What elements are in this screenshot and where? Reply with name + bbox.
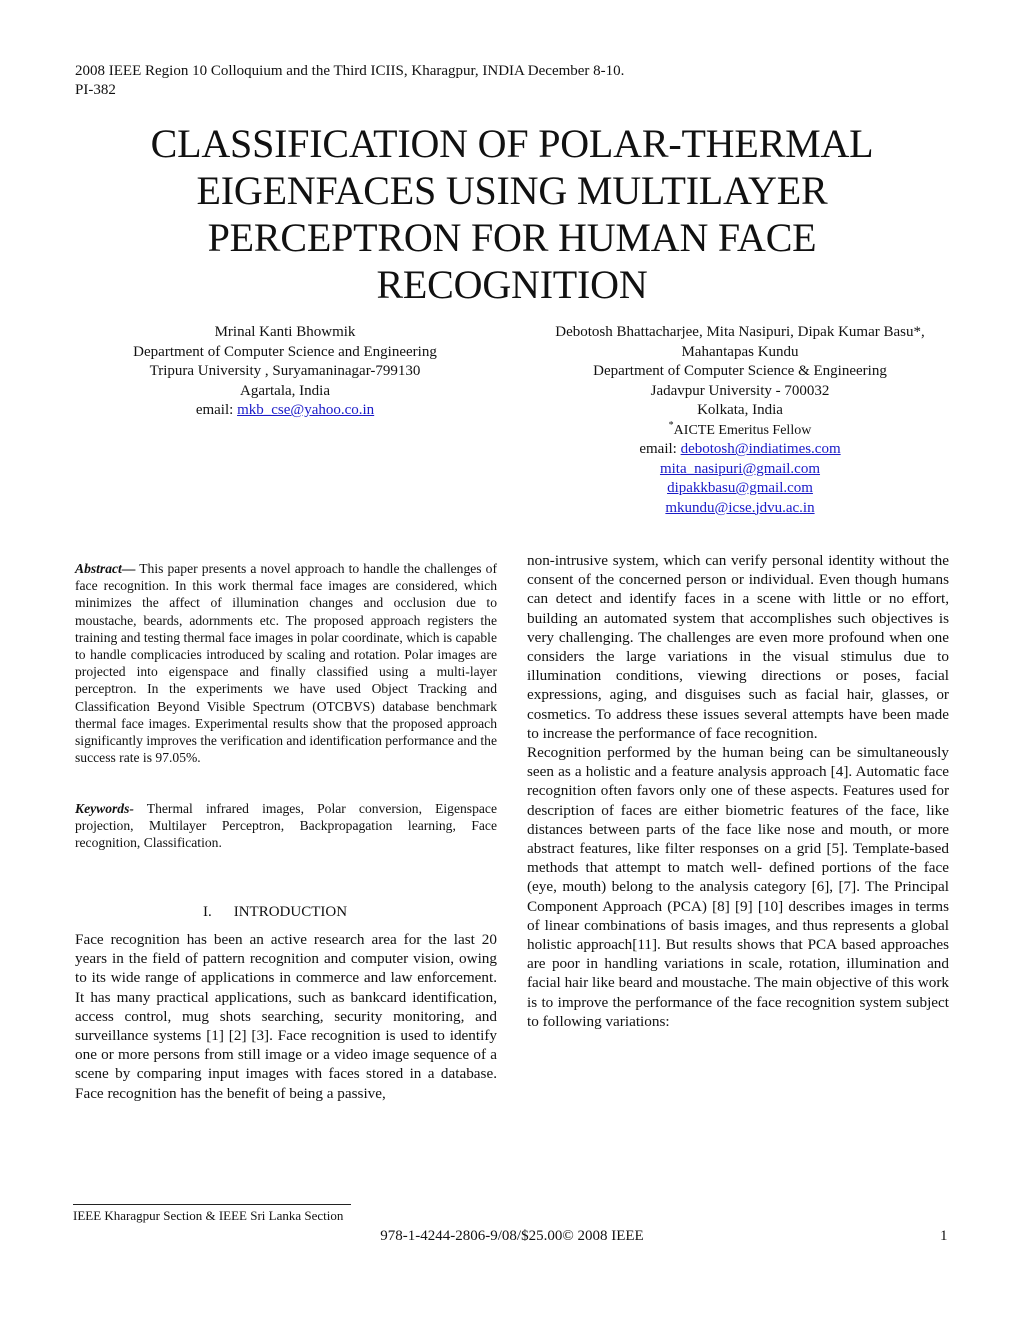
paper-title: [60, 120, 964, 308]
section-title: INTRODUCTION: [233, 904, 348, 920]
title-line: PERCEPTRON FOR HUMAN FACE: [207, 215, 817, 260]
email-link[interactable]: mita_nasipuri@gmail.com: [659, 460, 821, 477]
email-link[interactable]: mkb_cse@yahoo.co.in: [237, 402, 375, 418]
title-line: CLASSIFICATION OF POLAR-THERMAL: [150, 121, 874, 166]
copyright-line: 978-1-4244-2806-9/08/$25.00© 2008 IEEE: [380, 1228, 644, 1244]
author-department: Department of Computer Science & Engineering: [593, 363, 887, 379]
author-university: Tripura University , Suryamaninagar-799130: [149, 363, 421, 379]
title-line: RECOGNITION: [376, 262, 648, 307]
author-email-line: [515, 499, 965, 519]
section-number: I.: [202, 904, 212, 920]
keywords-label: Keywords-: [75, 801, 134, 816]
author-names: Mahantapas Kundu: [681, 343, 799, 360]
email-link[interactable]: dipakkbasu@gmail.com: [667, 480, 813, 496]
fellow-text: AICTE Emeritus Fellow: [673, 422, 812, 438]
keywords: [75, 800, 497, 852]
author-block-left: [75, 323, 495, 421]
right-column-text: [527, 551, 949, 1031]
paper-id: PI-382: [75, 82, 116, 98]
author-name: Mrinal Kanti Bhowmik: [214, 324, 356, 340]
title-line: EIGENFACES USING MULTILAYER: [196, 168, 828, 213]
body-paragraph: Recognition performed by the human being can be simultaneously seen as a holistic and a feature analysis approach [4]. Automatic face recognition often favors only one of these aspects. Features used for description of faces are either biometric features of the face, like distances between parts of the face like nose and mouth, or more abstract features, like filter responses on a grid [5]. Template-based methods that attempt to match well- defined portions of the face (eye, mouth) belong to the analysis category [6], [7]. The Principal Component Approach (PCA) [8] [9] [10] describes images in terms of linear combinations of basis images, and thus represents a global holistic approach[11]. But results shows that PCA based approaches are poor in handling variations in scale, rotation, illumination and facial hair like beard and moustache. The main objective of this work is to improve the performance of the face recognition system subject to following variations:: [527, 744, 949, 1030]
email-link[interactable]: mkundu@icse.jdvu.ac.in: [665, 499, 815, 516]
abstract-text: This paper presents a novel approach to handle the challenges of face recognition. In this work thermal face images are considered, which minimizes the affect of illumination changes and occlusion due to moustache, beards, adornments etc. The proposed approach registers the training and testing thermal face images in polar coordinate, which is capable to handle complicacies introduced by scaling and rotation. Polar images are projected into eigenspace and finally classified using a multi-layer perceptron. In the experiments we have used Object Tracking and Classification Beyond Visible Spectrum (OTCBVS) database benchmark thermal face images. Experimental results show that the proposed approach significantly improves the verification and identification performance and the success rate is 97.05%.: [75, 561, 498, 766]
section-heading: [75, 903, 497, 922]
email-link[interactable]: debotosh@indiatimes.com: [680, 441, 841, 457]
conference-header: [75, 62, 624, 100]
fellow-note: [515, 421, 965, 441]
author-city: Kolkata, India: [697, 402, 783, 418]
author-names: Debotosh Bhattacharjee, Mita Nasipuri, Dipak Kumar Basu*,: [555, 324, 925, 340]
fellow-mark: *: [668, 419, 674, 431]
author-email-line: [515, 440, 965, 460]
footnote-divider: [73, 1204, 351, 1205]
footnote: IEEE Kharagpur Section & IEEE Sri Lanka Section: [73, 1208, 344, 1223]
page-number: 1: [940, 1228, 948, 1244]
author-email-line: [75, 401, 495, 421]
author-city: Agartala, India: [240, 382, 330, 399]
author-department: Department of Computer Science and Engineering: [133, 343, 437, 360]
abstract-label: Abstract—: [75, 561, 136, 576]
author-email-line: [515, 460, 965, 480]
email-label: email:: [195, 402, 238, 418]
introduction-paragraph: Face recognition has been an active research area for the last 20 years in the field of pattern recognition and computer vision, owing to its wide range of applications in commerce and law enforcement. It has many practical applications, such as bankcard identification, access control, mug shots searching, security monitoring, and surveillance systems [1] [2] [3]. Face recognition is used to identify one or more persons from still image or a video image sequence of a scene by comparing input images with faces stored in a database. Face recognition has the benefit of being a passive,: [75, 931, 497, 1102]
author-email-line: [515, 479, 965, 499]
body-paragraph: non-intrusive system, which can verify personal identity without the consent of the concerned person or individual. Even though humans can detect and identify faces in a scene with little or no effort, building an automated system that accomplishes such objectives is very challenging. The challenges are even more profound when one considers the large variations in the visual stimulus due to illumination conditions, viewing directions or poses, facial expressions, aging, and disguises such as facial hair, glasses, or cosmetics. To address these issues several attempts have been made to increase the performance of face recognition.: [527, 552, 949, 742]
abstract: [75, 560, 497, 766]
email-label: email:: [639, 441, 681, 457]
author-block-right: [515, 323, 965, 518]
keywords-text: Thermal infrared images, Polar conversion, Eigenspace projection, Multilayer Perceptron, Backpropagation learning, Face recognition, Classification.: [75, 801, 497, 851]
conference-line: 2008 IEEE Region 10 Colloquium and the Third ICIIS, Kharagpur, INDIA December 8-10.: [75, 63, 625, 79]
author-university: Jadavpur University - 700032: [650, 382, 830, 399]
